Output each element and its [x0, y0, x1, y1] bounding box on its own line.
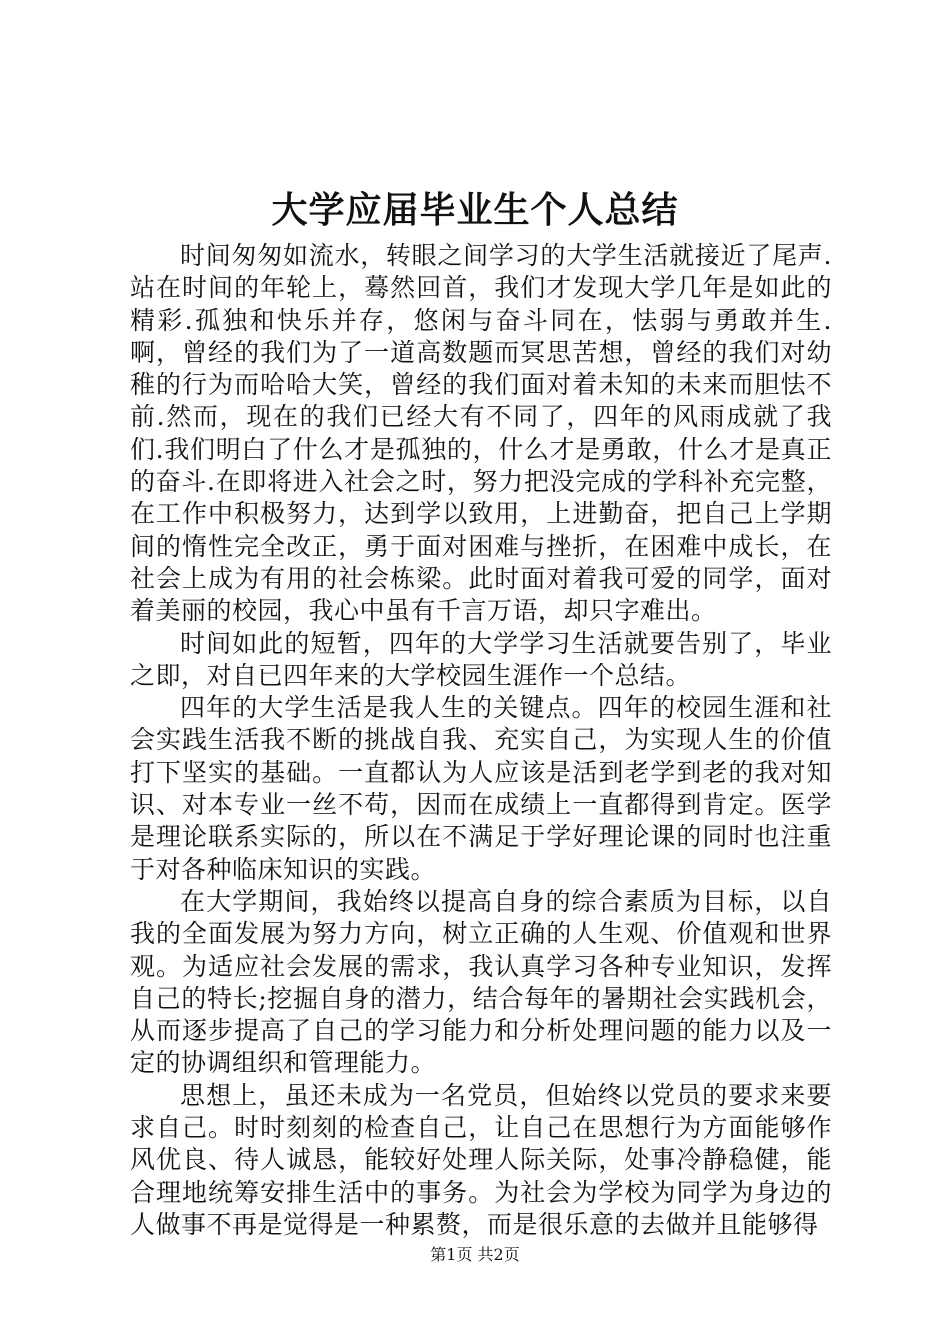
paragraph-4: 在大学期间，我始终以提高自身的综合素质为目标，以自我的全面发展为努力方向，树立正确的人生观、价值观和世界观。为适应社会发展的需求，我认真学习各种专业知识，发挥自己的特长;挖掘自身的潜力，结合每年的暑期社会实践机会，从而逐步提高了自己的学习能力和分析处理问题的能力以及一定的协调组织和管理能力。	[130, 886, 832, 1078]
document-title: 大学应届毕业生个人总结	[271, 189, 679, 231]
paragraph-2: 时间如此的短暂，四年的大学学习生活就要告别了，毕业之即，对自已四年来的大学校园生涯作一个总结。	[130, 628, 832, 690]
document-body	[130, 240, 832, 1241]
paragraph-1: 时间匆匆如流水，转眼之间学习的大学生活就接近了尾声.站在时间的年轮上，蓦然回首，我们才发现大学几年是如此的精彩.孤独和快乐并存，悠闲与奋斗同在，怯弱与勇敢并生.啊，曾经的我们为了一道高数题而冥思苦想，曾经的我们对幼稚的行为而哈哈大笑，曾经的我们面对着未知的未来而胆怯不前.然而，现在的我们已经大有不同了，四年的风雨成就了我们.我们明白了什么才是孤独的，什么才是勇敢，什么才是真正的奋斗.在即将进入社会之时，努力把没完成的学科补充完整，在工作中积极努力，达到学以致用，上进勤奋，把自己上学期间的惰性完全改正，勇于面对困难与挫折，在困难中成长，在社会上成为有用的社会栋梁。此时面对着我可爱的同学，面对着美丽的校园，我心中虽有千言万语，却只字难出。	[130, 241, 832, 626]
page-number: 第1页 共2页	[430, 1245, 520, 1264]
paragraph-3: 四年的大学生活是我人生的关键点。四年的校园生涯和社会实践生活我不断的挑战自我、充实自己，为实现人生的价值打下坚实的基础。一直都认为人应该是活到老学到老的我对知识、对本专业一丝不苟，因而在成绩上一直都得到肯定。医学是理论联系实际的，所以在不满足于学好理论课的同时也注重于对各种临床知识的实践。	[130, 693, 832, 884]
paragraph-5: 思想上，虽还未成为一名党员，但始终以党员的要求来要求自己。时时刻刻的检查自己，让自己在思想行为方面能够作风优良、待人诚恳，能较好处理人际关际，处事冷静稳健，能合理地统筹安排生活中的事务。为社会为学校为同学为身边的人做事不再是觉得是一种累赘，而是很乐意的去做并且能够得	[130, 1080, 832, 1239]
